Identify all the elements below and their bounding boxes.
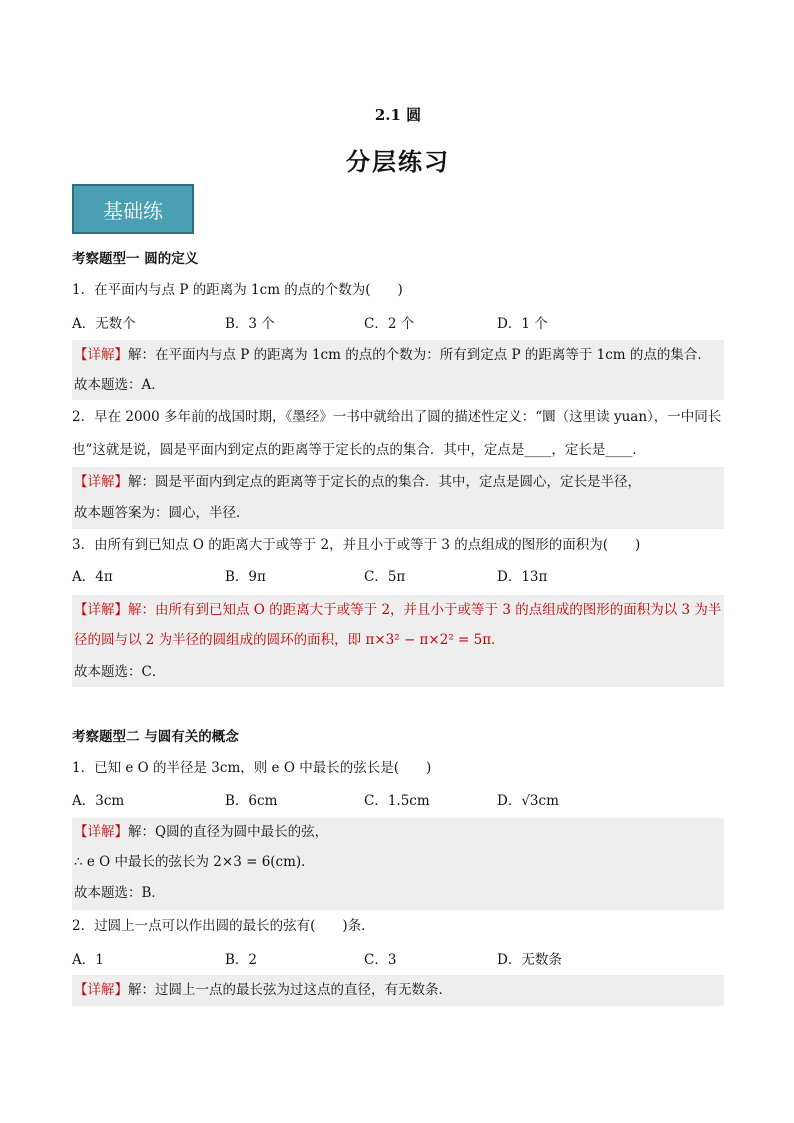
answer-text: 解：圆是平面内到定点的距离等于定长的点的集合．其中，定点是圆心，定长是半径， [128, 474, 641, 490]
answer-line [74, 346, 711, 364]
question-2-1-stem: 1．已知 e O 的半径是 3cm，则 e O 中最长的弦长是( ) [72, 760, 432, 776]
question-1-2-stem-line1: 2．早在 2000 多年前的战国时期，《墨经》一书中就给出了圆的描述性定义：“圜（这里读 yuan），一中同长 [72, 409, 722, 425]
answer-text: 解：Q圆的直径为圆中最长的弦， [128, 824, 329, 840]
answer-text: 解：过圆上一点的最长弦为过这点的直径，有无数条． [128, 982, 452, 998]
document-title: 2.1 圆 [374, 106, 422, 124]
question-1-1-stem: 1．在平面内与点 P 的距离为 1cm 的点的个数为( ) [72, 282, 403, 298]
option-a: A．3cm [72, 793, 125, 809]
option-b: B．3 个 [225, 316, 275, 332]
answer-line: 径的圆与以 2 为半径的圆组成的圆环的面积，即 π×3² − π×2² = 5π． [74, 632, 505, 648]
answer-line: 故本题选：B． [74, 885, 165, 901]
answer-line: ∴ e O 中最长的弦长为 2×3 = 6(cm)． [74, 854, 315, 870]
answer-box-2-1 [72, 818, 724, 910]
option-b: B．9π [225, 569, 266, 585]
level-badge: 基础练 [72, 184, 194, 234]
answer-box-1-2 [72, 467, 724, 529]
answer-tag: 【详解】 [74, 982, 128, 998]
answer-line: 故本题答案为：圆心，半径． [74, 505, 250, 521]
answer-box-1-1 [72, 340, 724, 400]
option-d: D．√3cm [497, 793, 559, 809]
question-1-2-stem-line2: 也”这就是说，圆是平面内到定点的距离等于定长的点的集合．其中，定点是____，定长是____． [72, 442, 646, 458]
option-a: A．4π [72, 569, 113, 585]
answer-line: 故本题选：C． [74, 664, 166, 680]
section-heading-2: 考察题型二 与圆有关的概念 [72, 729, 239, 745]
answer-line [74, 473, 641, 491]
question-1-3-stem: 3．由所有到已知点 O 的距离大于或等于 2，并且小于或等于 3 的点组成的图形的面积为( ) [72, 537, 641, 553]
option-d: D．13π [497, 569, 548, 585]
answer-line: 故本题选：A． [74, 377, 165, 393]
option-c: C．2 个 [364, 316, 415, 332]
answer-tag: 【详解】 [74, 824, 128, 840]
answer-tag: 【详解】 [74, 474, 128, 490]
option-d: D．无数条 [497, 952, 562, 968]
option-a: A．无数个 [72, 316, 136, 332]
answer-box-1-3 [72, 595, 724, 687]
answer-line [74, 981, 452, 999]
option-a: A．1 [72, 952, 104, 968]
answer-line [74, 823, 328, 841]
option-c: C．3 [364, 952, 397, 968]
answer-text: 解：由所有到已知点 O 的距离大于或等于 2，并且小于或等于 3 的点组成的图形的面积为以 3 为半 [128, 602, 722, 618]
answer-tag: 【详解】 [74, 602, 128, 618]
option-d: D．1 个 [497, 316, 548, 332]
answer-text: 解：在平面内与点 P 的距离为 1cm 的点的个数为：所有到定点 P 的距离等于 1cm 的点的集合． [128, 347, 711, 363]
option-c: C．1.5cm [364, 793, 430, 809]
answer-tag: 【详解】 [74, 347, 128, 363]
option-b: B．2 [225, 952, 258, 968]
option-c: C．5π [364, 569, 406, 585]
answer-line [74, 601, 721, 619]
answer-box-2-2 [72, 975, 724, 1006]
section-heading-1: 考察题型一 圆的定义 [72, 251, 199, 267]
question-2-2-stem: 2．过圆上一点可以作出圆的最长的弦有( )条． [72, 918, 375, 934]
document-subtitle: 分层练习 [346, 147, 450, 176]
option-b: B．6cm [225, 793, 278, 809]
